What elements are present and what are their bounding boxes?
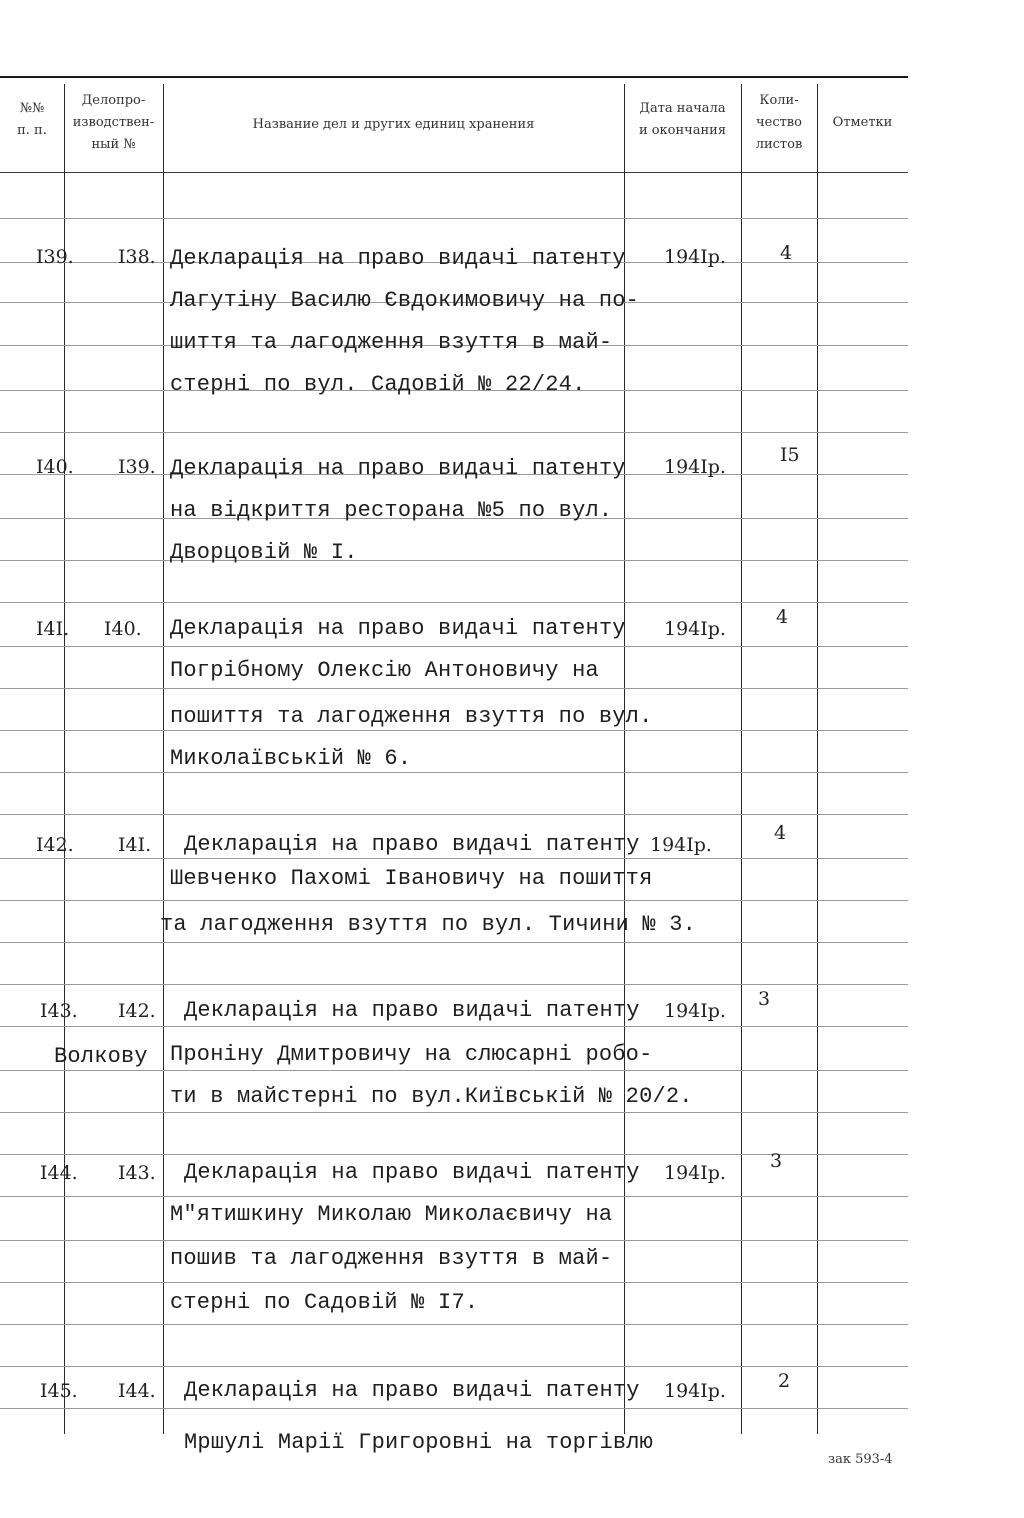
row-office-number: I38. <box>118 246 156 268</box>
col-divider-3 <box>624 84 625 1434</box>
row-title-line: Дворцовій № I. <box>170 540 358 565</box>
ruled-line <box>0 1196 908 1197</box>
row-date: 194Iр. <box>664 1162 726 1184</box>
row-title-line: Декларація на право видачі патенту <box>184 998 640 1023</box>
row-sheets: 3 <box>770 1150 783 1172</box>
header-sheets: Коли- чество листов <box>755 93 803 152</box>
row-office-number: I42. <box>118 1000 156 1022</box>
row-sheets: 2 <box>778 1370 791 1392</box>
order-note: зак 593-4 <box>828 1452 893 1467</box>
row-date: 194Iр. <box>664 618 726 640</box>
row-number: I45. <box>40 1380 78 1402</box>
row-title-line: Декларація на право видачі патенту <box>184 1378 640 1403</box>
row-title-line: Мршулі Марії Григоровні на торгівлю <box>184 1430 654 1455</box>
row-date: 194Iр. <box>664 456 726 478</box>
row-office-number: I43. <box>118 1162 156 1184</box>
col-divider-2 <box>163 84 164 1434</box>
row-title-line: пошиття та лагодження взуття по вул. <box>170 704 653 729</box>
ruled-line <box>0 1324 908 1325</box>
ruled-line <box>0 730 908 731</box>
row-number: I39. <box>36 246 74 268</box>
header-bottom-rule <box>0 172 908 173</box>
row-number: I44. <box>40 1162 78 1184</box>
ruled-line <box>0 646 908 647</box>
row-title-line: Миколаївській № 6. <box>170 746 412 771</box>
row-sheets: 4 <box>776 606 789 628</box>
row-sheets: I5 <box>780 444 800 466</box>
ruled-line <box>0 772 908 773</box>
col-divider-1 <box>64 84 65 1434</box>
row-title-line: Декларація на право видачі патенту <box>184 1160 640 1185</box>
row-title-line: ти в майстерні по вул.Київській № 20/2. <box>170 1084 693 1109</box>
row-title-line: стерні по вул. Садовій № 22/24. <box>170 372 586 397</box>
row-office-number: I44. <box>118 1380 156 1402</box>
row-date: 194Iр. <box>664 1380 726 1402</box>
row-office-number: I40. <box>104 618 142 640</box>
row-title-line: Декларація на право видачі патенту <box>170 456 626 481</box>
ruled-line <box>0 602 908 603</box>
header-office-number: Делопро- изводствен- ный № <box>72 93 155 152</box>
row-date: 194Iр. <box>664 246 726 268</box>
ruled-line <box>0 900 908 901</box>
row-title-line: на відкриття ресторана №5 по вул. <box>170 498 613 523</box>
row-title-line: та лагодження взуття по вул. Тичини № 3. <box>160 912 697 937</box>
ruled-line <box>0 218 908 219</box>
row-sheets: 3 <box>758 988 771 1010</box>
row-date: 194Iр. <box>664 1000 726 1022</box>
ruled-line <box>0 942 908 943</box>
row-extra-name: Волкову <box>54 1044 148 1069</box>
header-title: Название дел и других единиц хранения <box>252 117 535 132</box>
row-number: I40. <box>36 456 74 478</box>
ruled-line <box>0 984 908 985</box>
ruled-line <box>0 688 908 689</box>
row-title-line: Шевченко Пахомі Івановичу на пошиття <box>170 866 653 891</box>
row-title-line: Декларація на право видачі патенту <box>170 616 626 641</box>
ruled-line <box>0 814 908 815</box>
ruled-line <box>0 1282 908 1283</box>
ruled-line <box>0 1026 908 1027</box>
ruled-line <box>0 1408 908 1409</box>
ruled-line <box>0 560 908 561</box>
ruled-line <box>0 858 908 859</box>
ruled-line <box>0 1366 908 1367</box>
ruled-line <box>0 1112 908 1113</box>
row-title-line: стерні по Садовій № I7. <box>170 1290 479 1315</box>
row-sheets: 4 <box>780 242 793 264</box>
row-number: I43. <box>40 1000 78 1022</box>
col-divider-5 <box>817 84 818 1434</box>
row-number: I4I. <box>36 618 70 640</box>
header-dates: Дата начала и окончания <box>638 101 727 138</box>
row-title-line: Погрібному Олексію Антоновичу на <box>170 658 599 683</box>
row-title-line: Проніну Дмитровичу на слюсарні робо- <box>170 1042 653 1067</box>
ruled-line <box>0 1240 908 1241</box>
row-date: 194Iр. <box>650 834 712 856</box>
row-title-line: Декларація на право видачі патенту <box>170 246 626 271</box>
col-divider-4 <box>741 84 742 1434</box>
row-title-line: М"ятишкину Миколаю Миколаєвичу на <box>170 1202 613 1227</box>
row-title-line: Лагутіну Василю Євдокимовичу на по- <box>170 288 640 313</box>
header-notes: Отметки <box>832 115 893 130</box>
row-sheets: 4 <box>774 822 787 844</box>
header-number: №№ п. п. <box>17 101 47 138</box>
header-top-rule <box>0 76 908 78</box>
row-title-line: шиття та лагодження взуття в май- <box>170 330 613 355</box>
row-title-line: Декларація на право видачі патенту <box>184 832 640 857</box>
row-number: I42. <box>36 834 74 856</box>
ruled-line <box>0 432 908 433</box>
row-title-line: пошив та лагодження взуття в май- <box>170 1246 613 1271</box>
row-office-number: I4I. <box>118 834 152 856</box>
row-office-number: I39. <box>118 456 156 478</box>
ruled-line <box>0 1070 908 1071</box>
